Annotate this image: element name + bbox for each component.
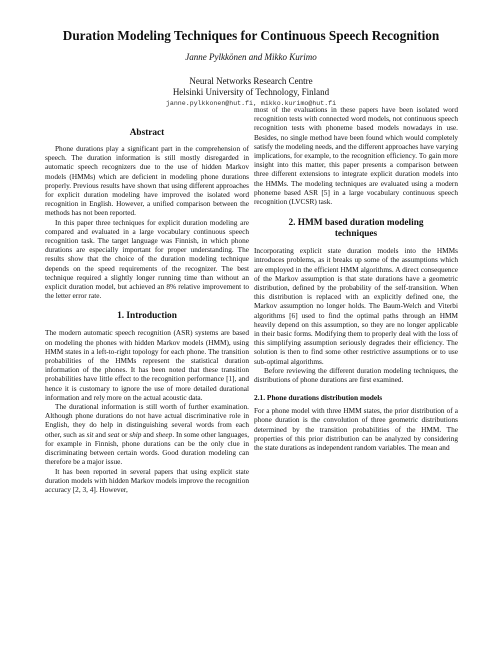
right-column	[254, 105, 458, 452]
intro-paragraph: The modern automatic speech recognition (ASR) systems are based on modeling the phones with hidden Markov models (HMM), using HMM states in a left-to-right topology for each phone. The transition probabilities of the HMMs represent the statistical duration information of the phones. It has been noted that these transition probabilities have little effect to the recognition performance [1], and hence it is customary to ignore the use of more detailed durational information and rely more on the actual acoustic data.	[45, 328, 249, 402]
affiliation-line: Neural Networks Research Centre	[189, 76, 313, 86]
section2-paragraph: For a phone model with three HMM states, the prior distribution of a phone duration is the convolution of three geometric distributions determined by the transition probabilities of the HMM. The properties of this prior distribution can be analyzed by considering the state durations as independent random variables. The mean and	[254, 406, 458, 453]
intro-paragraph-continued: most of the evaluations in these papers have been isolated word recognition tests with connected word models, not continuous speech recognition tests with phoneme based models nowadays in use. Besides, no single method have been found which would completely satisfy the modeling needs, and the different approaches have varying implications, for example, to the recognition efficiency. To gain more insight into this matter, this paper presents a comparison between three different extensions to integrate explicit duration models into the HMMs. The modeling techniques are evaluated using a modern phoneme based ASR [5] in a large vocabulary continuous speech recognition (LVCSR) task.	[254, 105, 458, 207]
example-word: seat	[107, 429, 120, 439]
section-heading-introduction: 1. Introduction	[117, 311, 177, 322]
paper-title: Duration Modeling Techniques for Continuous Speech Recognition	[62, 28, 440, 43]
affiliation-line: Helsinki University of Technology, Finland	[172, 87, 330, 97]
section-heading-duration-modeling: 2. HMM based duration modeling techniques	[288, 218, 424, 240]
example-word: ship	[129, 429, 142, 439]
abstract-heading: Abstract	[129, 128, 165, 138]
example-word: sheep	[155, 429, 173, 439]
abstract-paragraph: In this paper three techniques for explicit duration modeling are compared and evaluated in a large vocabulary continuous speech recognition task. The target language was Finnish, in which phone durations are especially important for proper understanding. The results show that the choice of the duration modeling technique depends on the speed requirements of the recognizer. The best technique required a slightly longer running time than without an explicit duration model, but achieved an 8% relative improvement to the letter error rate.	[45, 217, 249, 301]
subsection-heading: 2.1. Phone durations distribution models	[254, 393, 383, 403]
section2-paragraph: Incorporating explicit state duration models into the HMMs introduces problems, as it breaks up some of the assumptions which are employed in the efficient HMM algorithms. A direct consequence of the Markov assumption is that state durations have a geometric distribution, defined by the probability of the self-transition. When this distribution is replaced with an explicitly defined one, the Markov assumption no longer holds. The Baum-Welch and Viterbi algorithms [6] used to find the optimal paths through an HMM heavily depend on this assumption, so they are no longer applicable in their basic forms. Modifying them to properly deal with the loss of this simplifying assumption seriously degrades their efficiency. The solution is then to find some other restrictive assumptions or to use sub-optimal algorithms.	[254, 246, 458, 366]
section2-paragraph: Before reviewing the different duration modeling techniques, the distributions of phone durations are first examined.	[254, 365, 458, 385]
left-column	[45, 128, 249, 494]
intro-paragraph: The durational information is still worth of further examination. Although phone durations do not have actual discriminative role in English, they do help in distinguishing several words from each other, such as sit and seat or ship and sheep. In some other languages, for example in Finnish, phone durations can be the only clue in discriminating between certain words. Good duration modeling can therefore be a major issue.	[45, 402, 250, 467]
intro-paragraph: It has been reported in several papers that using explicit state duration models with hidden Markov models improve the recognition accuracy [2, 3, 4]. However,	[45, 466, 249, 494]
paper-authors: Janne Pylkkönen and Mikko Kurimo	[185, 52, 317, 62]
abstract-paragraph: Phone durations play a significant part in the comprehension of speech. The duration information is still mostly disregarded in automatic speech recognizers due to the use of hidden Markov models (HMMs) which are deficient in modeling phone durations properly. Previous results have shown that using different approaches for explicit duration modeling have improved the isolated word recognition in English. However, a unified comparison between the methods has not been reported.	[45, 144, 249, 218]
author-emails[interactable]: janne.pylkkonen@hut.fi, mikko.kurimo@hut.fi	[165, 100, 337, 107]
example-word: sit	[86, 429, 94, 439]
